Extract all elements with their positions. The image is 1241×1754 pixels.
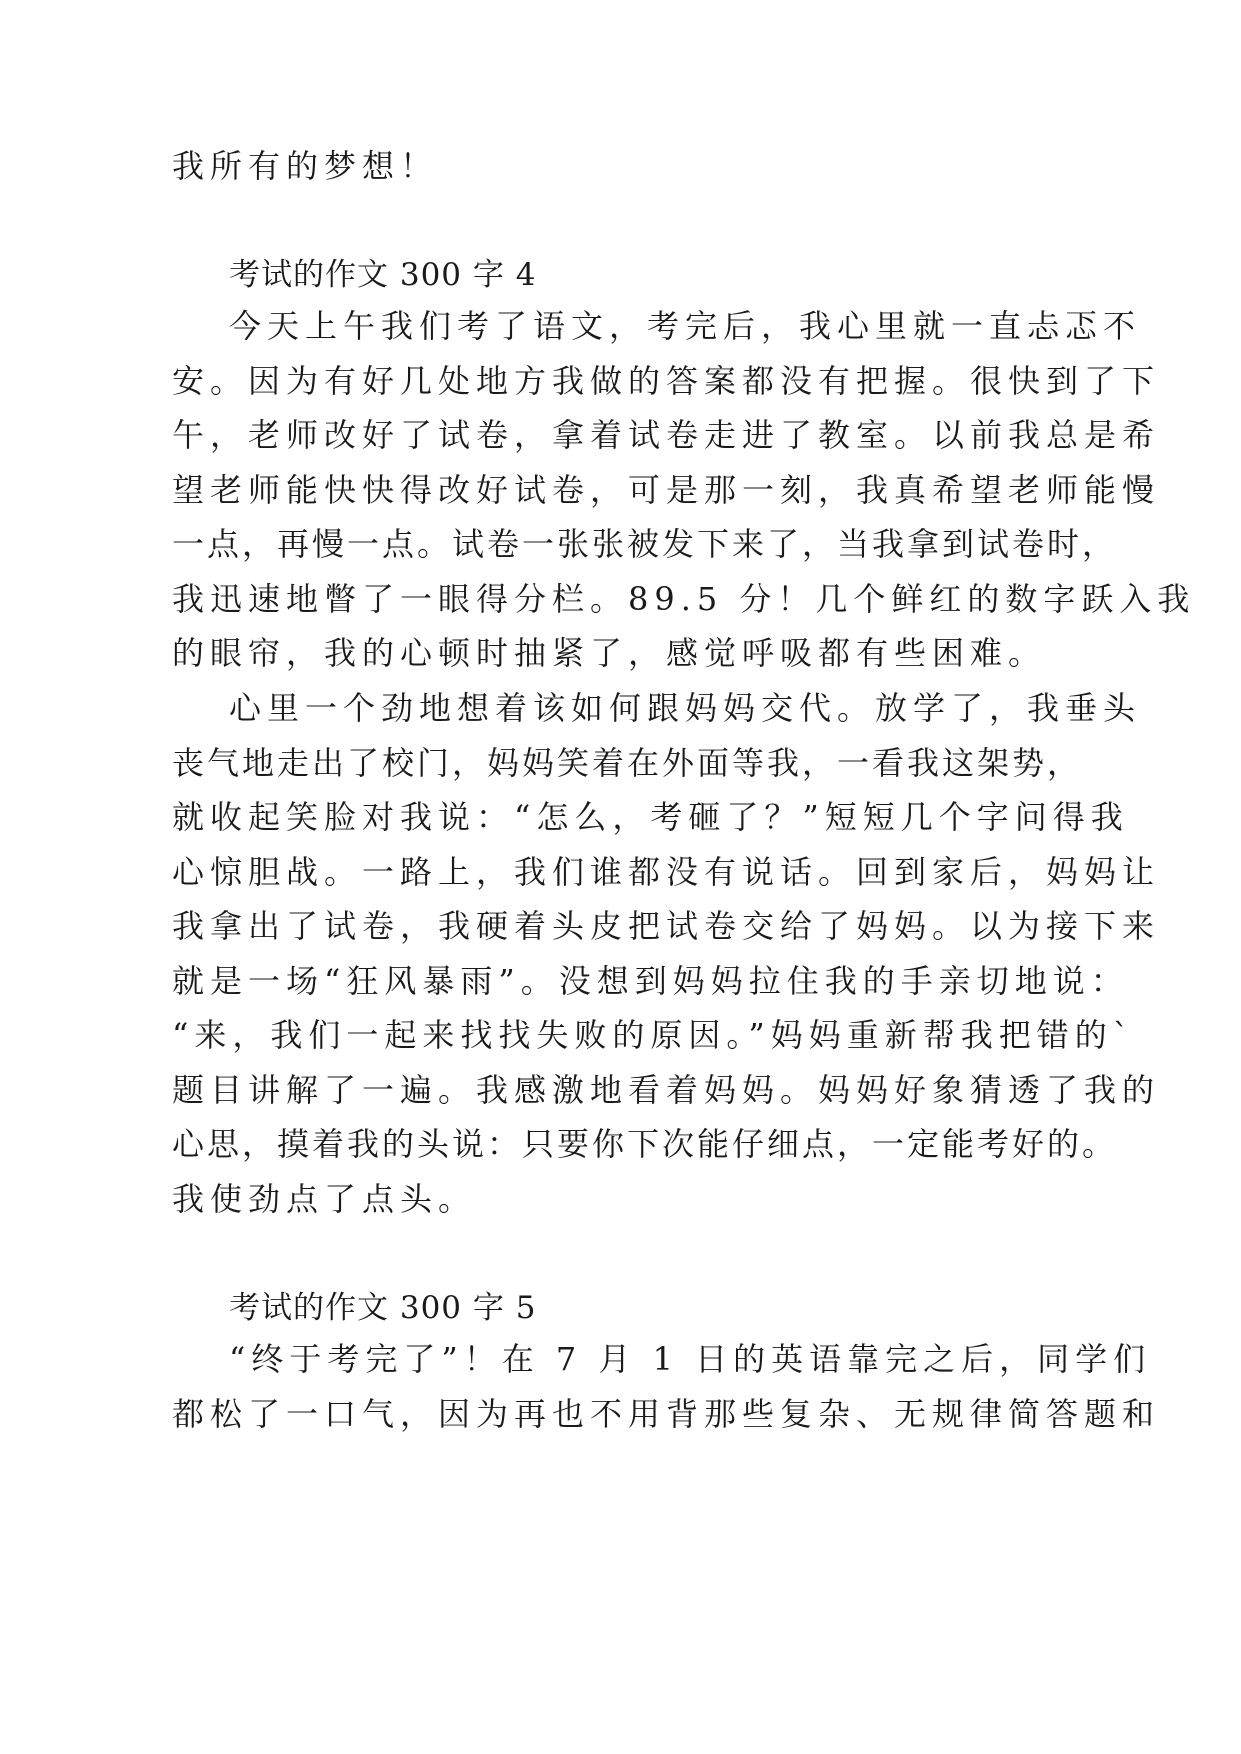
section-5-heading: 考试的作文 300 字 5 [229, 1290, 537, 1326]
paragraph-line: 心惊胆战。一路上，我们谁都没有说话。回到家后，妈妈让 [172, 853, 1161, 891]
paragraph-line: 午，老师改好了试卷，拿着试卷走进了教室。以前我总是希 [172, 416, 1161, 454]
paragraph-line: 望老师能快快得改好试卷，可是那一刻，我真希望老师能慢 [172, 471, 1161, 509]
intro-line: 我所有的梦想！ [172, 147, 439, 185]
paragraph-line: 就收起笑脸对我说：“怎么，考砸了？”短短几个字问得我 [172, 798, 1129, 836]
paragraph-line: 的眼帘，我的心顿时抽紧了，感觉呼吸都有些困难。 [172, 634, 1047, 672]
paragraph-line: 心思，摸着我的头说：只要你下次能仔细点，一定能考好的。 [172, 1125, 1118, 1163]
paragraph-line: 都松了一口气，因为再也不用背那些复杂、无规律简答题和 [172, 1395, 1161, 1433]
paragraph-line: 我使劲点了点头。 [172, 1180, 477, 1218]
paragraph-line: 今天上午我们考了语文，考完后，我心里就一直忐忑不 [229, 307, 1142, 345]
paragraph-line: 我拿出了试卷，我硬着头皮把试卷交给了妈妈。以为接下来 [172, 907, 1161, 945]
paragraph-line: 就是一场“狂风暴雨”。没想到妈妈拉住我的手亲切地说： [172, 962, 1129, 1000]
paragraph-line: 一点，再慢一点。试卷一张张被发下来了，当我拿到试卷时， [172, 525, 1118, 563]
section-4-heading: 考试的作文 300 字 4 [229, 257, 537, 293]
paragraph-line: 丧气地走出了校门，妈妈笑着在外面等我，一看我这架势， [172, 744, 1083, 782]
paragraph-line: 安。因为有好几处地方我做的答案都没有把握。很快到了下 [172, 362, 1161, 400]
paragraph-line: 题目讲解了一遍。我感激地看着妈妈。妈妈好象猜透了我的 [172, 1071, 1161, 1109]
paragraph-line: “来，我们一起来找找失败的原因。”妈妈重新帮我把错的` [172, 1016, 1135, 1054]
paragraph-line: 我迅速地瞥了一眼得分栏。89.5 分！几个鲜红的数字跃入我 [172, 580, 1196, 618]
paragraph-line: “终于考完了”！在 7 月 1 日的英语靠完之后，同学们 [229, 1340, 1152, 1378]
paragraph-line: 心里一个劲地想着该如何跟妈妈交代。放学了，我垂头 [229, 689, 1142, 727]
